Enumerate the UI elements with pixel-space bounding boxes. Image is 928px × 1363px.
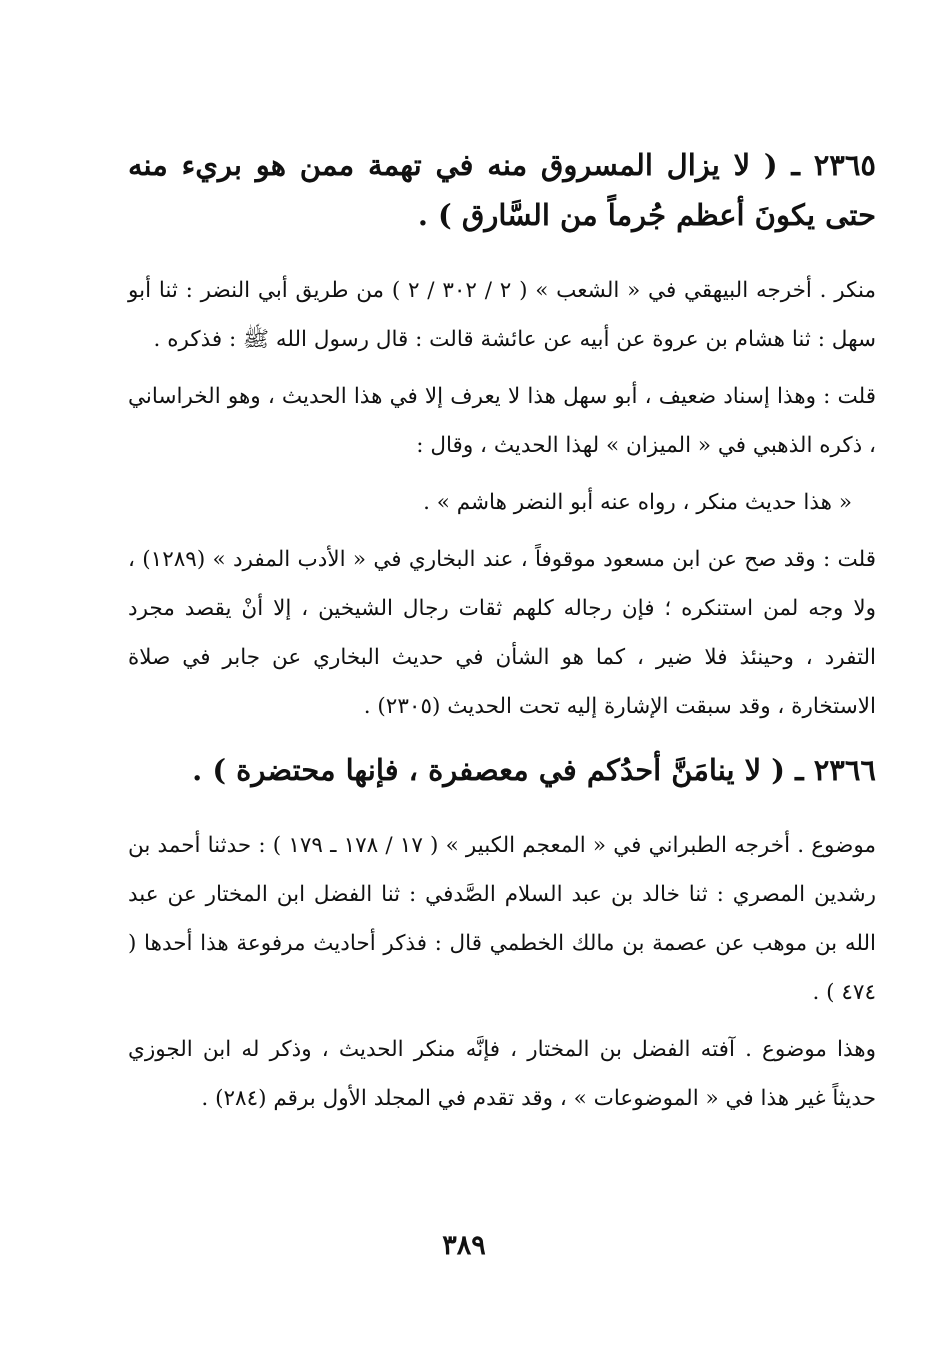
page-body	[128, 140, 876, 1131]
hadith-2365-grading: منكر . أخرجه البيهقي في « الشعب » ( ٢ / ٣٠٢ / ٢ ) من طريق أبي النضر : ثنا أبو سهل : ثنا هشام بن عروة عن أبيه عن عائشة قالت : قال رسول الله ﷺ : فذكره .	[128, 278, 876, 352]
hadith-2365-quote: « هذا حديث منكر ، رواه عنه أبو النضر هاشم » .	[423, 490, 852, 515]
hadith-2365-note: قلت : وقد صح عن ابن مسعود موقوفاً ، عند البخاري في « الأدب المفرد » (١٢٨٩) ، ولا وجه لمن استنكره ؛ فإن رجاله كلهم ثقات رجال الشيخين ، إلا أنْ يقصد مجرد التفرد ، وحينئذ فلا ضير ، كما هو الشأن في حديث البخاري عن جابر في صلاة الاستخارة ، وقد سبقت الإشارة إليه تحت الحديث (٢٣٠٥) .	[128, 547, 877, 719]
hadith-2366-title: ٢٣٦٦ ـ ( لا ينامَنَّ أحدُكم في معصفرة ، فإنها محتضرة ) .	[192, 753, 876, 787]
hadith-2366-grading: موضوع . أخرجه الطبراني في « المعجم الكبير » ( ١٧ / ١٧٨ ـ ١٧٩ ) : حدثنا أحمد بن رشدين المصري : ثنا خالد بن عبد السلام الصَّدفي : ثنا الفضل ابن المختار عن عبد الله بن موهب عن عصمة بن مالك الخطمي قال : فذكر أحاديث مرفوعة هذا أحدها ( ٤٧٤ ) .	[128, 833, 877, 1005]
page-number: ٣٨٩	[442, 1230, 486, 1261]
hadith-2366-comment: وهذا موضوع . آفته الفضل بن المختار ، فإنَّه منكر الحديث ، وذكر له ابن الجوزي حديثاً غير هذا في « الموضوعات » ، وقد تقدم في المجلد الأول برقم (٢٨٤) .	[128, 1037, 876, 1111]
hadith-2365-title: ٢٣٦٥ ـ ( لا يزال المسروق منه في تهمة ممن هو بريء منه حتى يكونَ أعظم جُرماً من السَّارق ) .	[128, 148, 876, 232]
hadith-2365-comment: قلت : وهذا إسناد ضعيف ، أبو سهل هذا لا يعرف إلا في هذا الحديث ، وهو الخراساني ، ذكره الذهبي في « الميزان » لهذا الحديث ، وقال :	[128, 384, 876, 458]
